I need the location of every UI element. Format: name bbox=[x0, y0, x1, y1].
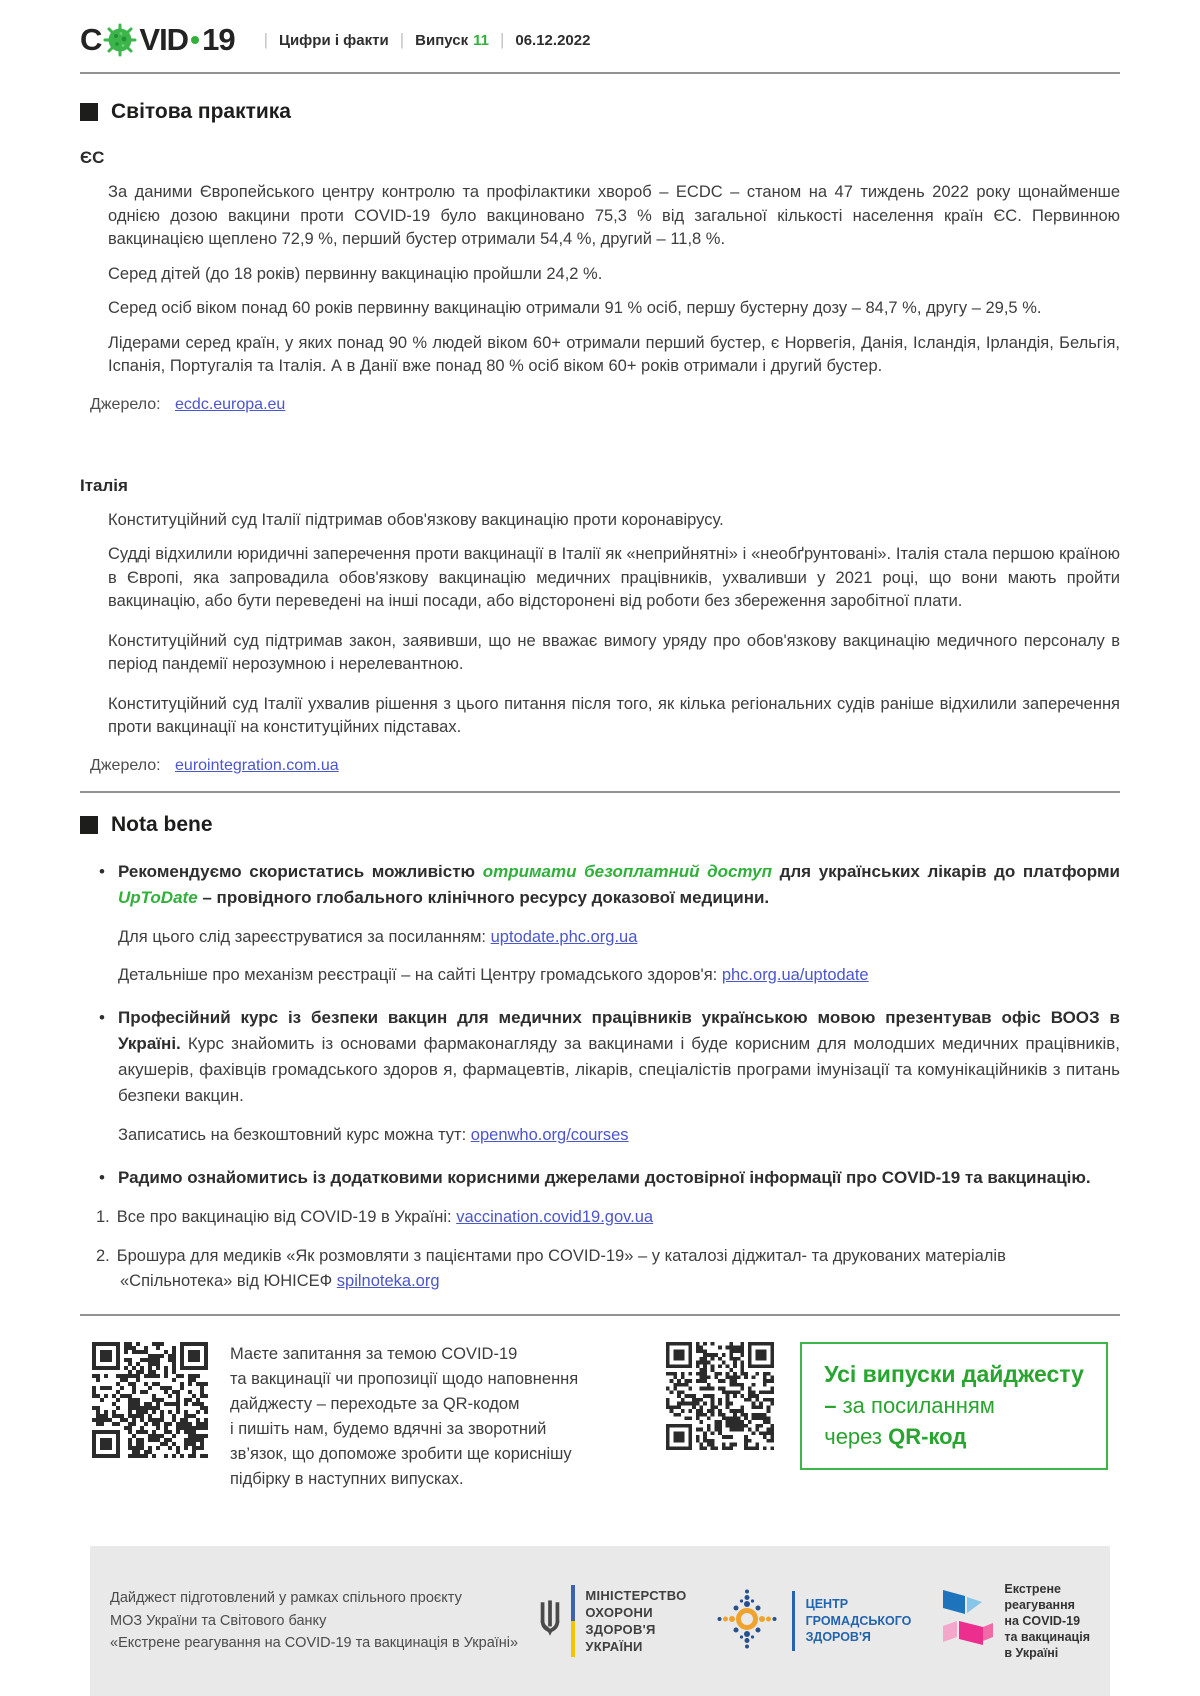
link-uptodate-phc[interactable]: uptodate.phc.org.ua bbox=[490, 927, 638, 946]
logo-letter-c: C bbox=[80, 22, 102, 57]
paragraph: Судді відхилили юридичні заперечення проти вакцинації в Італії як «неприйнятні» і «необґрунтовані». Італія стала першою країною в Європі, яка запровадила обов'язкову вакцинацію медичних працівників, ухваливши у 2021 році, що вони мають пройти вакцинацію, або бути переведені на інші посади, або відсторонені від роботи без збереження заробітної плати. bbox=[108, 545, 1120, 610]
footer-line: «Екстрене реагування на COVID-19 та вакцинація в Україні» bbox=[110, 1635, 519, 1652]
section-square-icon bbox=[80, 816, 98, 834]
blue-bar bbox=[792, 1591, 795, 1651]
bullet-text: Професійний курс із безпеки вакцин для медичних працівників українською мовою презентував офіс ВООЗ в Україні. bbox=[118, 1007, 1120, 1053]
source-line bbox=[90, 757, 1120, 775]
ministry-of-health-logo bbox=[537, 1585, 686, 1657]
course-line bbox=[118, 1123, 1120, 1147]
paragraph: Лідерами серед країн, у яких понад 90 % людей віком 60+ отримали перший бустер, є Норвегія, Данія, Ісландія, Ірландія, Бельгія, Іспанія, Португалія та Італія. А в Данії вже понад 80 % осіб віком 60+ років отримали і другий бустер. bbox=[108, 333, 1120, 375]
digest-subtitle: Цифри і факти bbox=[278, 31, 389, 49]
paragraph: Конституційний суд Італії ухвалив рішення з цього питання після того, як кілька регіональних судів раніше відхилили заперечення проти вакцинації на конституційних підставах. bbox=[108, 694, 1120, 736]
source-link-eurointegration[interactable]: eurointegration.com.ua bbox=[175, 756, 339, 774]
section-title-world-practice bbox=[80, 100, 1120, 124]
bullet-green-text: отримати безоплатний доступ bbox=[482, 861, 772, 881]
paragraph: За даними Європейського центру контролю та профілактики хвороб – ECDC – станом на 47 тиждень 2022 року щонайменше однією дозою вакцини проти COVID-19 було вакциновано 75,3 % від загальної кількості населення країн ЄС. Первинною вакцинацією щеплено 72,9 %, перший бустер отримали 54,4 %, другий – 11,8 %. bbox=[108, 183, 1120, 248]
phc-logo-text: ЦЕНТР ГРОМАДСЬКОГО ЗДОРОВ'Я bbox=[805, 1597, 912, 1645]
subline-text: Записатись на безкоштовний курс можна тут: bbox=[118, 1125, 471, 1144]
feedback-qr-code bbox=[92, 1342, 208, 1458]
details-line bbox=[118, 963, 1120, 987]
section-divider bbox=[80, 1314, 1120, 1316]
separator: | bbox=[263, 30, 268, 49]
link-phc-uptodate[interactable]: phc.org.ua/uptodate bbox=[721, 965, 869, 984]
item-text: Брошура для медиків «Як розмовляти з пацієнтами про COVID-19» – у каталозі діджитал- та друкованих матеріалів «Спільнотека» від ЮНІСЕФ bbox=[116, 1246, 1006, 1290]
blue-yellow-bar bbox=[571, 1585, 575, 1657]
source-line bbox=[90, 396, 1120, 414]
feedback-text bbox=[230, 1342, 578, 1492]
paragraph: Конституційний суд підтримав закон, заявивши, що не вважає вимогу уряду про обов'язкову вакцинацію медичного персоналу в період пандемії нерозумною і нерелевантною. bbox=[108, 631, 1120, 673]
ministry-logo-text: МІНІСТЕРСТВО ОХОРОНИ ЗДОРОВ'Я УКРАЇНИ bbox=[585, 1588, 687, 1654]
logo-green-dot-icon bbox=[191, 36, 199, 44]
emergency-response-project-logo bbox=[937, 1581, 1090, 1661]
covid19-logo bbox=[80, 22, 235, 58]
all-issues-box bbox=[800, 1342, 1108, 1470]
nota-bullet-who-course bbox=[118, 1005, 1120, 1109]
numbered-item-2 bbox=[96, 1244, 1120, 1294]
issues-qr-code bbox=[666, 1342, 774, 1450]
item-number: 2. bbox=[96, 1246, 110, 1265]
footer-credit-text bbox=[110, 1587, 518, 1655]
qr-section bbox=[92, 1342, 1120, 1492]
public-health-center-logo bbox=[713, 1585, 912, 1658]
bullet-plain-text: Курс знайомить із основами фармаконагляду за вакцинами і буде корисним для молодших медичних працівників, акушерів, фахівців громадського здоров я, фармацевтів, лікарів, спеціалістів програми імунізації та комунікаційників з питань безпеки вакцин. bbox=[118, 1033, 1120, 1105]
subline-text: Для цього слід зареєструватися за посиланням: bbox=[118, 927, 491, 946]
virus-icon bbox=[102, 22, 138, 58]
source-label: Джерело: bbox=[90, 756, 161, 774]
feedback-line: дайджесту – переходьте за QR-кодом bbox=[230, 1394, 520, 1413]
section-title-text: Nota bene bbox=[111, 812, 213, 836]
separator: | bbox=[399, 30, 405, 49]
issue-date: 06.12.2022 bbox=[515, 31, 591, 49]
nota-bullet-sources: • Радимо ознайомитись із додатковими корисними джерелами достовірної інформації про COVID-19 та вакцинацію. bbox=[118, 1165, 1120, 1191]
section-title-text: Світова практика bbox=[111, 100, 291, 123]
bullet-text: для українських лікарів до платформи bbox=[771, 861, 1120, 881]
separator: | bbox=[499, 30, 505, 49]
nota-bullet-uptodate bbox=[118, 859, 1120, 911]
link-spilnoteka[interactable]: spilnoteka.org bbox=[336, 1271, 440, 1290]
paragraph: Серед дітей (до 18 років) первинну вакцинацію пройшли 24,2 %. bbox=[108, 264, 603, 283]
footer-logos bbox=[537, 1581, 1090, 1661]
link-openwho[interactable]: openwho.org/courses bbox=[470, 1125, 629, 1144]
box-title: Усі випуски дайджесту bbox=[824, 1360, 1084, 1387]
section-title-nota-bene bbox=[80, 813, 1120, 837]
box-dash: – bbox=[824, 1392, 837, 1418]
bullet-text: Рекомендуємо скористатись можливістю bbox=[118, 861, 483, 881]
issue-label: Випуск bbox=[415, 31, 469, 49]
logo-letters-vid: VID bbox=[139, 22, 189, 57]
feedback-line: Маєте запитання за темою COVID-19 bbox=[230, 1344, 518, 1363]
item-number: 1. bbox=[96, 1207, 110, 1226]
registration-line bbox=[118, 925, 1120, 949]
subheading-italy: Італія bbox=[80, 475, 128, 495]
header bbox=[80, 20, 1120, 60]
source-link-ecdc[interactable]: ecdc.europa.eu bbox=[175, 395, 286, 413]
feedback-line: зв’язок, що допоможе зробити ще кориснішу bbox=[230, 1444, 572, 1463]
paragraph: Конституційний суд Італії підтримав обов'язкову вакцинацію проти коронавірусу. bbox=[108, 510, 724, 529]
trident-icon bbox=[537, 1600, 563, 1643]
numbered-item-1 bbox=[96, 1205, 1120, 1230]
bullet-text: – провідного глобального клінічного ресурсу доказової медицини. bbox=[197, 887, 770, 907]
footer bbox=[90, 1546, 1110, 1696]
footer-line: МОЗ України та Світового банку bbox=[110, 1612, 327, 1629]
box-line bbox=[824, 1390, 1084, 1421]
feedback-line: і пишіть нам, будемо вдячні за зворотний bbox=[230, 1419, 547, 1438]
source-label: Джерело: bbox=[90, 395, 161, 413]
feedback-line: підбірку в наступних випусках. bbox=[230, 1469, 464, 1488]
header-divider bbox=[80, 72, 1120, 74]
box-text: за посиланням bbox=[836, 1392, 995, 1418]
logo-number-19: 19 bbox=[202, 22, 235, 57]
box-qr-word: QR-код bbox=[888, 1423, 967, 1449]
section-divider bbox=[80, 791, 1120, 793]
header-meta bbox=[253, 30, 591, 50]
project-cubes-icon bbox=[937, 1586, 993, 1657]
feedback-line: та вакцинації чи пропозиції щодо наповнення bbox=[230, 1369, 579, 1388]
footer-line: Дайджест підготовлений у рамках спільного проєкту bbox=[110, 1590, 462, 1607]
subline-text: Детальніше про механізм реєстрації – на сайті Центру громадського здоров'я: bbox=[118, 965, 722, 984]
item-text: Все про вакцинацію від COVID-19 в Україні: bbox=[116, 1207, 457, 1226]
phc-dots-icon bbox=[713, 1585, 781, 1658]
bullet-green-text: UpToDate bbox=[118, 887, 198, 907]
box-text: через bbox=[824, 1423, 889, 1449]
paragraph: Серед осіб віком понад 60 років первинну вакцинацію отримали 91 % осіб, першу бустерну дозу – 84,7 %, другу – 29,5 %. bbox=[108, 299, 1042, 317]
box-line bbox=[824, 1421, 1084, 1452]
issue-number: 11 bbox=[473, 31, 489, 49]
section-square-icon bbox=[80, 103, 98, 121]
link-vaccination-covid19[interactable]: vaccination.covid19.gov.ua bbox=[456, 1207, 654, 1226]
project-logo-text: Екстрене реагування на COVID-19 та вакцинація в Україні bbox=[1004, 1582, 1090, 1660]
subheading-eu: ЄС bbox=[80, 148, 105, 167]
